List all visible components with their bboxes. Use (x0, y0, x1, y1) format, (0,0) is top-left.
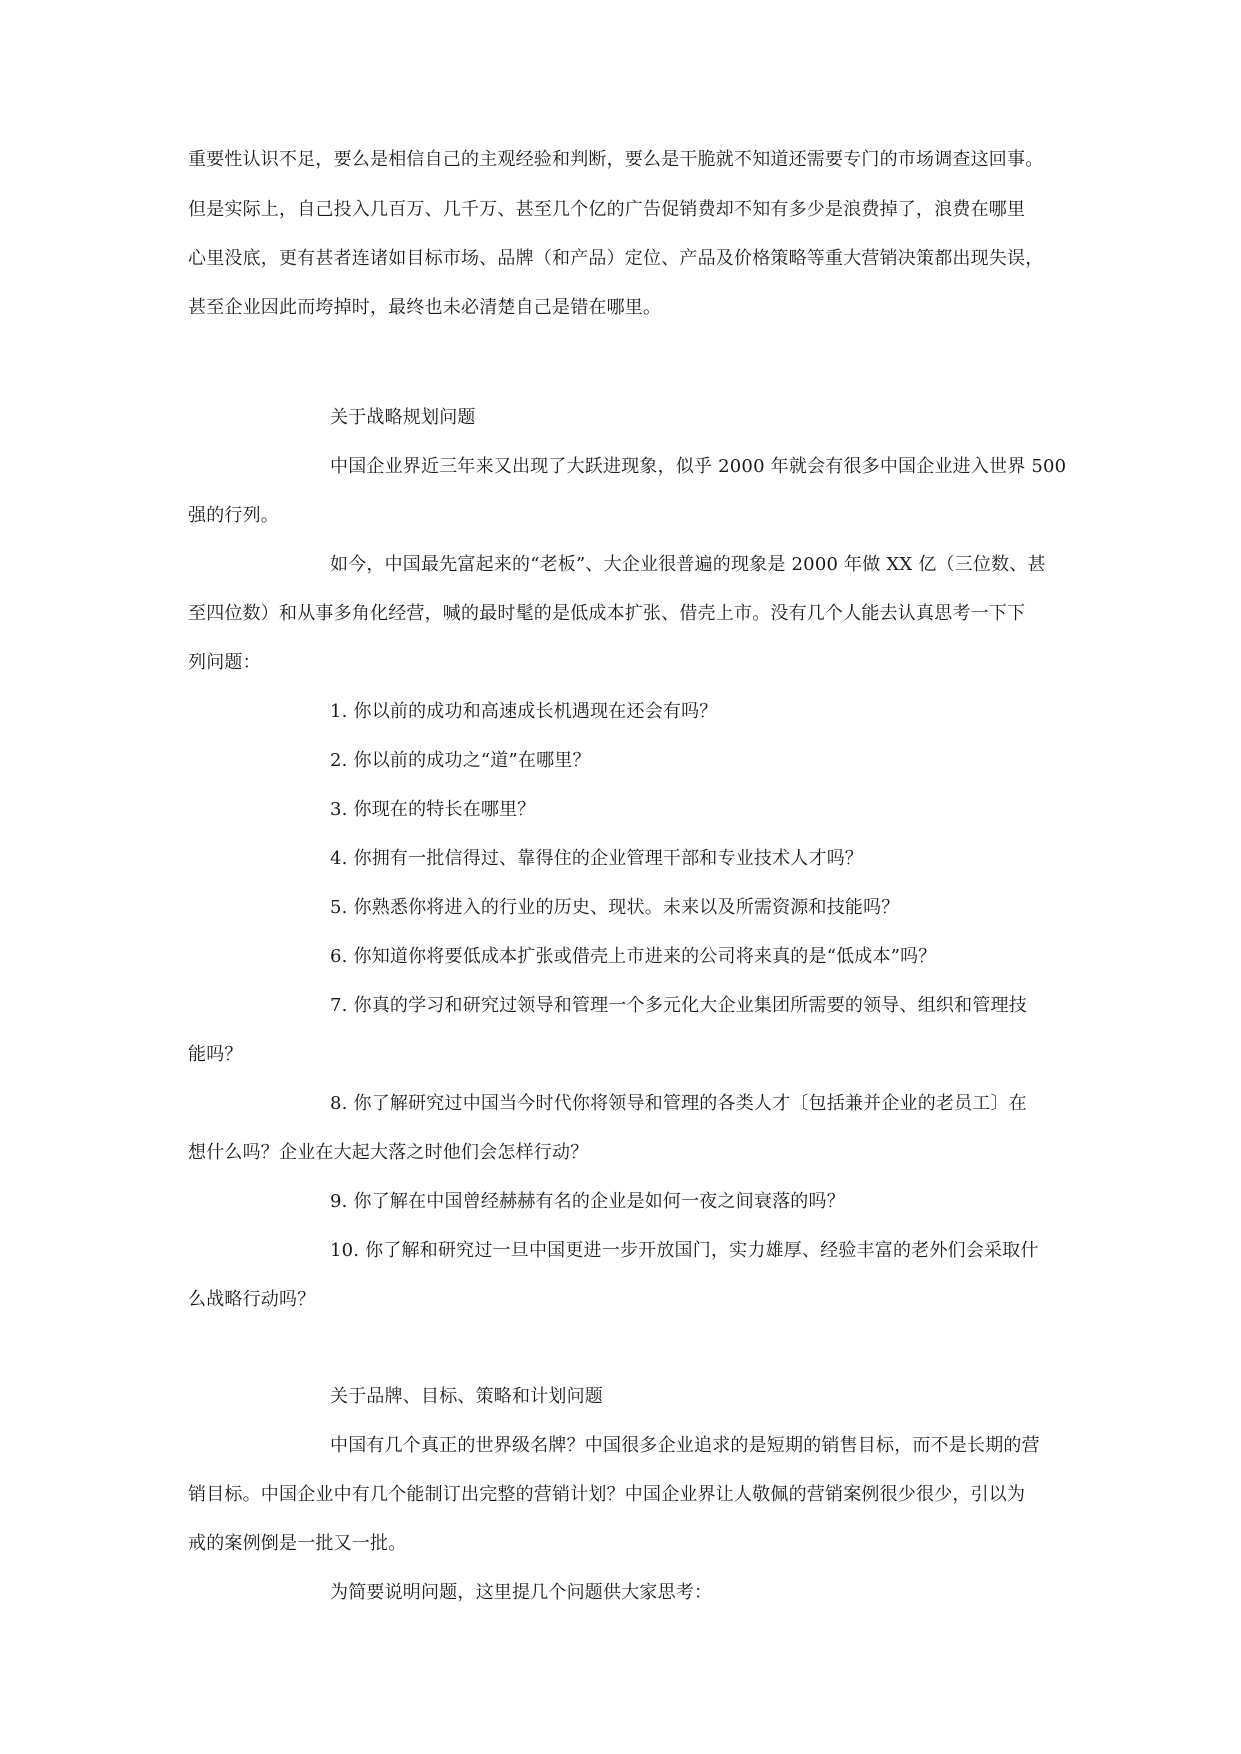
intro-line-1: 重要性认识不足，要么是相信自己的主观经验和判断，要么是干脆就不知道还需要专门的市场调查这回事。 (188, 149, 1044, 170)
question-item: 7. 你真的学习和研究过领导和管理一个多元化大企业集团所需要的领导、组织和管理技 (330, 995, 1027, 1016)
paragraph-line: 至四位数）和从事多角化经营，喊的最时髦的是低成本扩张、借壳上市。没有几个人能去认真思考一下下 (188, 603, 1026, 624)
question-item: 10. 你了解和研究过一旦中国更进一步开放国门，实力雄厚、经验丰富的老外们会采取什 (330, 1240, 1039, 1261)
intro-line-3: 心里没底，更有甚者连诸如目标市场、品牌（和产品）定位、产品及价格策略等重大营销决策都出现失误， (188, 248, 1044, 269)
question-item-continued: 想什么吗？企业在大起大落之时他们会怎样行动？ (188, 1142, 589, 1163)
section-heading-strategy: 关于战略规划问题 (330, 407, 476, 428)
question-item: 8. 你了解研究过中国当今时代你将领导和管理的各类人才〔包括兼并企业的老员工〕在 (330, 1093, 1027, 1114)
question-item: 4. 你拥有一批信得过、靠得住的企业管理干部和专业技术人才吗？ (330, 848, 864, 869)
question-item-continued: 能吗？ (188, 1044, 243, 1065)
question-item: 3. 你现在的特长在哪里？ (330, 799, 536, 820)
paragraph-line: 中国企业界近三年来又出现了大跃进现象，似乎 2000 年就会有很多中国企业进入世界 500 (330, 456, 1067, 477)
paragraph-line: 戒的案例倒是一批又一批。 (188, 1533, 407, 1554)
paragraph-line: 为简要说明问题，这里提几个问题供大家思考： (330, 1582, 713, 1603)
intro-line-2: 但是实际上，自己投入几百万、几千万、甚至几个亿的广告促销费却不知有多少是浪费掉了，浪费在哪里 (188, 199, 1026, 220)
paragraph-line: 如今，中国最先富起来的“老板”、大企业很普遍的现象是 2000 年做 XX 亿（三位数、甚 (330, 554, 1046, 575)
intro-line-4: 甚至企业因此而垮掉时，最终也未必清楚自己是错在哪里。 (188, 297, 662, 318)
question-item: 5. 你熟悉你将进入的行业的历史、现状。未来以及所需资源和技能吗？ (330, 897, 900, 918)
paragraph-line: 列问题： (188, 652, 261, 673)
section-heading-brand: 关于品牌、目标、策略和计划问题 (330, 1386, 603, 1407)
question-item: 1. 你以前的成功和高速成长机遇现在还会有吗？ (330, 701, 718, 722)
paragraph-line: 中国有几个真正的世界级名牌？中国很多企业追求的是短期的销售目标，而不是长期的营 (330, 1435, 1040, 1456)
question-item-continued: 么战略行动吗？ (188, 1289, 316, 1310)
question-item: 2. 你以前的成功之“道”在哪里？ (330, 750, 591, 771)
question-item: 9. 你了解在中国曾经赫赫有名的企业是如何一夜之间衰落的吗？ (330, 1191, 845, 1212)
paragraph-line: 强的行列。 (188, 505, 279, 526)
paragraph-line: 销目标。中国企业中有几个能制订出完整的营销计划？中国企业界让人敬佩的营销案例很少很少，引以为 (188, 1484, 1026, 1505)
question-item: 6. 你知道你将要低成本扩张或借壳上市进来的公司将来真的是“低成本”吗？ (330, 946, 937, 967)
